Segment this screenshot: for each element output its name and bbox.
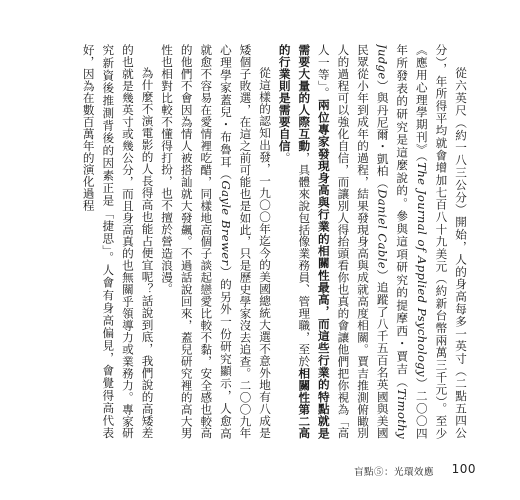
- paragraph-1-text-a: 從六英尺（約一八三公分）開始，人的身高每多一英寸（二點五四公分），年所得平均就會增加七百八十九美元（約新台幣兩萬三千元）。至少《應用心理學期刊》（: [414, 44, 468, 439]
- emphasis-social-interaction: 兩位專家發現身高與行業的相關性最高，而這些行業的特點就是需要大量的人際互動: [297, 44, 331, 439]
- journal-title: The Journal of Applied Psychology: [414, 162, 429, 377]
- paragraph-2-text-a: 從這樣的認知出發，一九〇〇年迄今的美國總統大選不意外地有八成是矮個子敗選，在這之前可能也是如此，只是歷史學家沒去追查。二〇〇九年心理學家蓋兒・布魯耳（: [218, 44, 273, 439]
- paragraph-1-text-c: ）與丹尼爾・凱柏（: [375, 79, 390, 190]
- paragraph-2: [157, 44, 275, 439]
- author-name-judge: Timothy Judge: [375, 44, 410, 439]
- author-name-cable: Daniel Cable: [375, 189, 390, 269]
- paragraph-1: [274, 44, 470, 439]
- paragraph-1-text-e: ，具體來說包括像業務員、管理職，至於: [297, 151, 312, 368]
- chapter-label: 盲點⑤：光環效應: [353, 467, 434, 478]
- paragraph-2-text-b: ）的另外一份研究顯示，人愈高就愈不容易在愛情裡吃醋，同樣地高個子談起戀愛比較不黏，安全感也較高的他們不會因為情人被搭訕就大發飆。不過話說回來，蓋兒研究裡的高大男性也相對比較不懂得打扮，也不擅於營造浪漫。: [160, 44, 233, 439]
- body-text: [78, 44, 470, 439]
- paragraph-1-text-f: 。: [277, 151, 292, 164]
- paragraph-1-text-b: ）二〇〇四年所發表的研究是這麼說的。參與這項研究的提摩西・賈吉（: [395, 44, 429, 439]
- paragraph-1-text-d: ）追蹤了八千五百名英國與美國民眾從小年到成年的過程，結果發現身高與成就高度相關。賈吉推測俯瞰別人的過程可以強化自信，而讓別人得抬頭看你也真的會讓他們把你視為「高人一等」。: [316, 44, 390, 439]
- page-number: 100: [451, 462, 476, 476]
- author-name-brewer: Gayle Brewer: [218, 180, 233, 266]
- paragraph-3: 為什麼不演電影的人長得高也能占便宜呢？話說到底，我們說的高矮差的也就是幾英寸或幾公分，而且身高真的也無關乎領導力或業務力。專家研究新資後推測背後的因素正是「捷思」。人會有身高偏見，會覺得高代表好，因為在數百萬年的演化過程: [81, 44, 155, 439]
- emphasis-confidence: 相關性第二高的行業則是需要自信: [277, 44, 312, 439]
- page-footer: [290, 462, 480, 478]
